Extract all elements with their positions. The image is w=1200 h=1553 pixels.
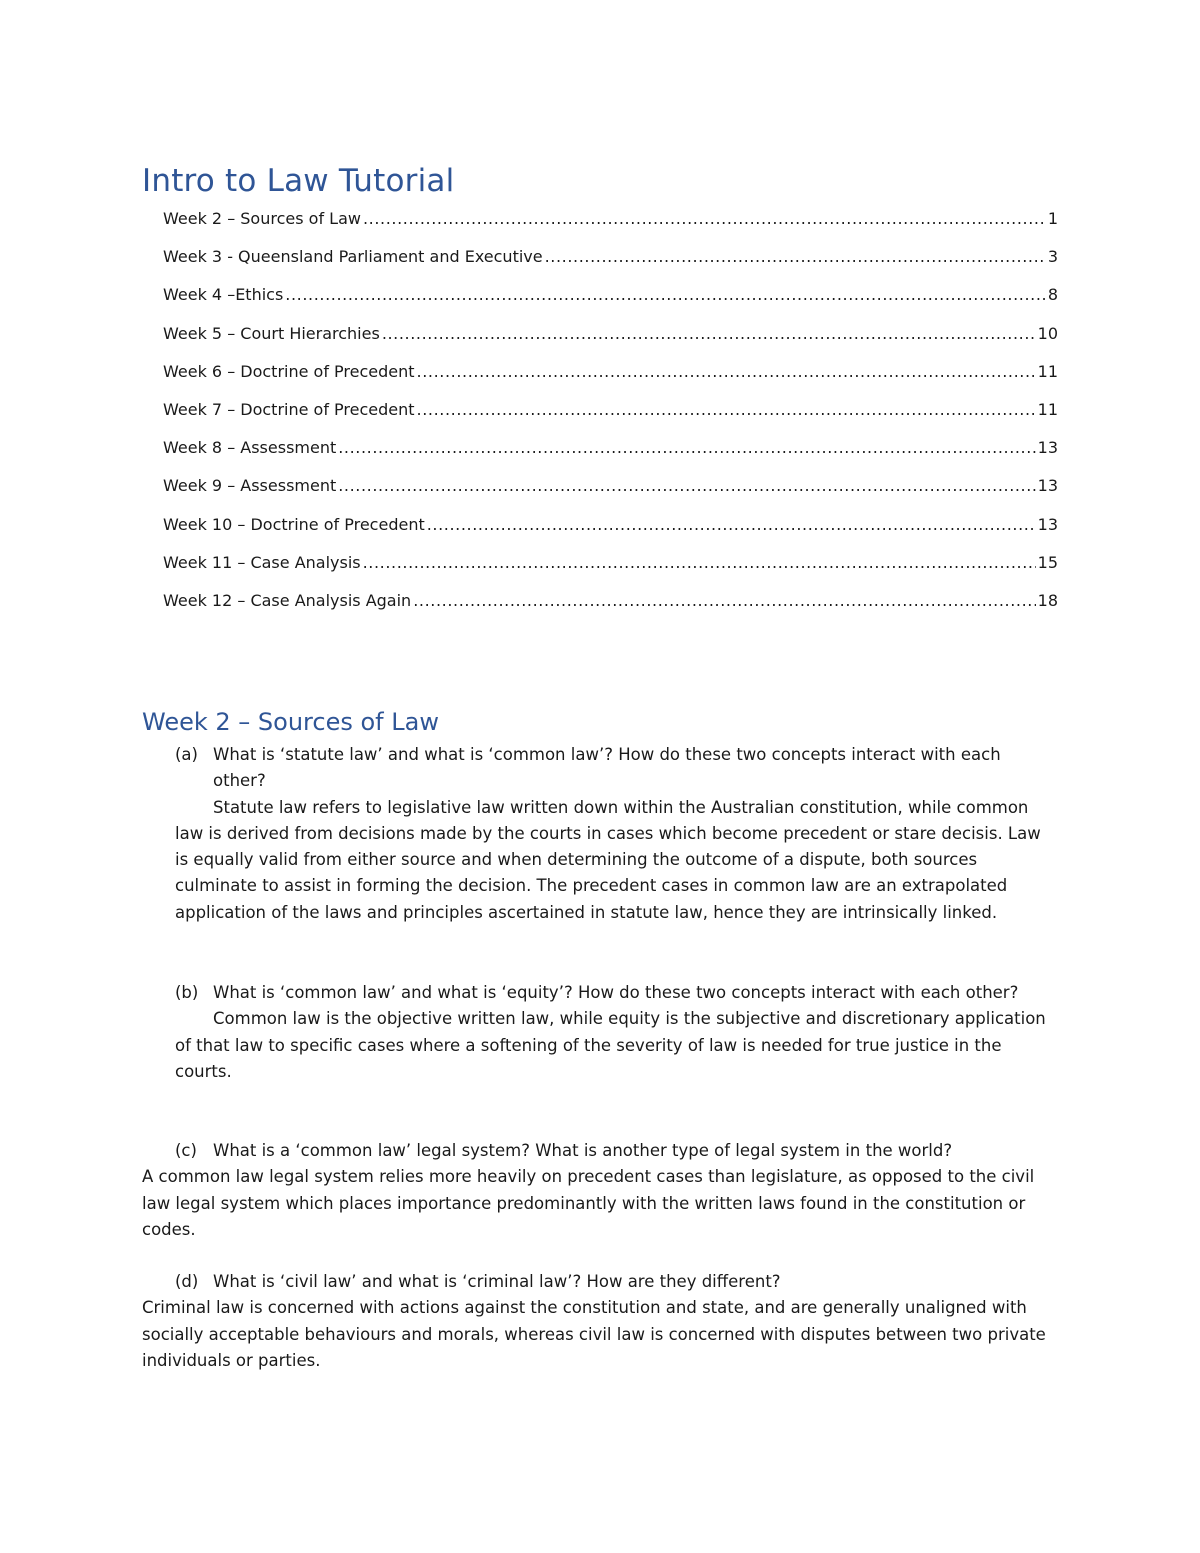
question-block-c [142,1138,1058,1243]
toc-dot-leader [382,319,1036,349]
toc-entry-page: 1 [1047,209,1058,228]
answer-text: Criminal law is concerned with actions against the constitution and state, and are generally unaligned with socially acceptable behaviours and morals, whereas civil law is concerned with disputes between two private individuals or parties. [142,1298,1046,1370]
question-marker: (c) [175,1141,197,1160]
question-block-d [142,1269,1058,1374]
toc-entry-page: 11 [1037,399,1058,419]
question [142,1138,1058,1164]
question-text: What is ‘civil law’ and what is ‘criminal law’? How are they different? [213,1272,781,1291]
answer-text: Statute law refers to legislative law written down within the Australian constitution, while common law is derived from decisions made by the courts in cases which become precedent or stare decisis. Law is equally valid from either source and when determining the outcome of a dispute, both sources culminate to assist in forming the decision. The precedent cases in common law are an extrapolated application of the laws and principles ascertained in statute law, hence they are intrinsically linked. [175,797,1041,922]
toc-entry[interactable] [163,471,1058,509]
toc-entry-label: Week 7 – Doctrine of Precedent [163,399,415,419]
toc-entry[interactable] [163,280,1058,318]
toc-dot-leader [413,586,1035,616]
question-text: What is a ‘common law’ legal system? What is another type of legal system in the world? [213,1141,953,1160]
toc-entry-label: Week 12 – Case Analysis Again [163,590,412,610]
question-text: What is ‘statute law’ and what is ‘common law’? How do these two concepts interact with each other? [213,745,1001,791]
answer-text: Common law is the objective written law, while equity is the subjective and discretionary application of that law to specific cases where a softening of the severity of law is needed for true justice in the courts. [175,1009,1046,1081]
answer-text: A common law legal system relies more heavily on precedent cases than legislature, as opposed to the civil law legal system which places importance predominantly with the written laws found in the constitution or codes. [142,1167,1035,1239]
toc-dot-leader [338,471,1035,501]
table-of-contents [163,204,1058,624]
toc-dot-leader [363,548,1036,578]
toc-entry-label: Week 10 – Doctrine of Precedent [163,514,425,534]
toc-entry-page: 18 [1037,590,1058,610]
toc-entry-page: 3 [1047,247,1058,267]
toc-entry-label: Week 5 – Court Hierarchies [163,323,380,343]
toc-dot-leader [338,433,1035,463]
toc-entry-label: Week 2 – Sources of Law [163,209,361,228]
toc-entry[interactable] [163,357,1058,395]
toc-entry-page: 13 [1037,476,1058,496]
question-marker: (b) [175,983,199,1002]
toc-entry-label: Week 3 - Queensland Parliament and Executive [163,247,543,267]
toc-entry-label: Week 6 – Doctrine of Precedent [163,361,415,381]
toc-entry-label: Week 8 – Assessment [163,438,337,458]
question-block-b [142,980,1058,1085]
toc-dot-leader [417,395,1036,425]
document-title: Intro to Law Tutorial [142,163,455,199]
toc-entry-label: Week 11 – Case Analysis [163,552,361,572]
toc-entry-page: 11 [1037,361,1058,381]
toc-entry-page: 10 [1037,323,1058,343]
toc-entry[interactable] [163,395,1058,433]
toc-entry[interactable] [163,204,1058,242]
toc-dot-leader [363,204,1046,234]
toc-dot-leader [545,242,1046,272]
toc-dot-leader [417,357,1036,387]
toc-dot-leader [427,510,1036,540]
toc-entry-page: 8 [1047,285,1058,305]
question [142,980,1058,1006]
toc-entry-page: 15 [1037,552,1058,572]
question-block-a [142,742,1058,926]
question [142,742,1058,795]
document-page [142,160,1058,1370]
toc-entry[interactable] [163,586,1058,624]
question-marker: (a) [175,745,198,764]
question-text: What is ‘common law’ and what is ‘equity’? How do these two concepts interact with each other? [213,983,1019,1002]
toc-entry-label: Week 9 – Assessment [163,476,337,496]
section-heading: Week 2 – Sources of Law [142,708,439,736]
toc-entry[interactable] [163,548,1058,586]
question-marker: (d) [175,1272,199,1291]
toc-entry[interactable] [163,433,1058,471]
toc-dot-leader [285,280,1046,310]
toc-entry-label: Week 4 –Ethics [163,285,284,305]
question [142,1269,1058,1295]
toc-entry[interactable] [163,242,1058,280]
toc-entry-page: 13 [1037,438,1058,458]
toc-entry-page: 13 [1037,514,1058,534]
toc-entry[interactable] [163,510,1058,548]
toc-entry[interactable] [163,319,1058,357]
